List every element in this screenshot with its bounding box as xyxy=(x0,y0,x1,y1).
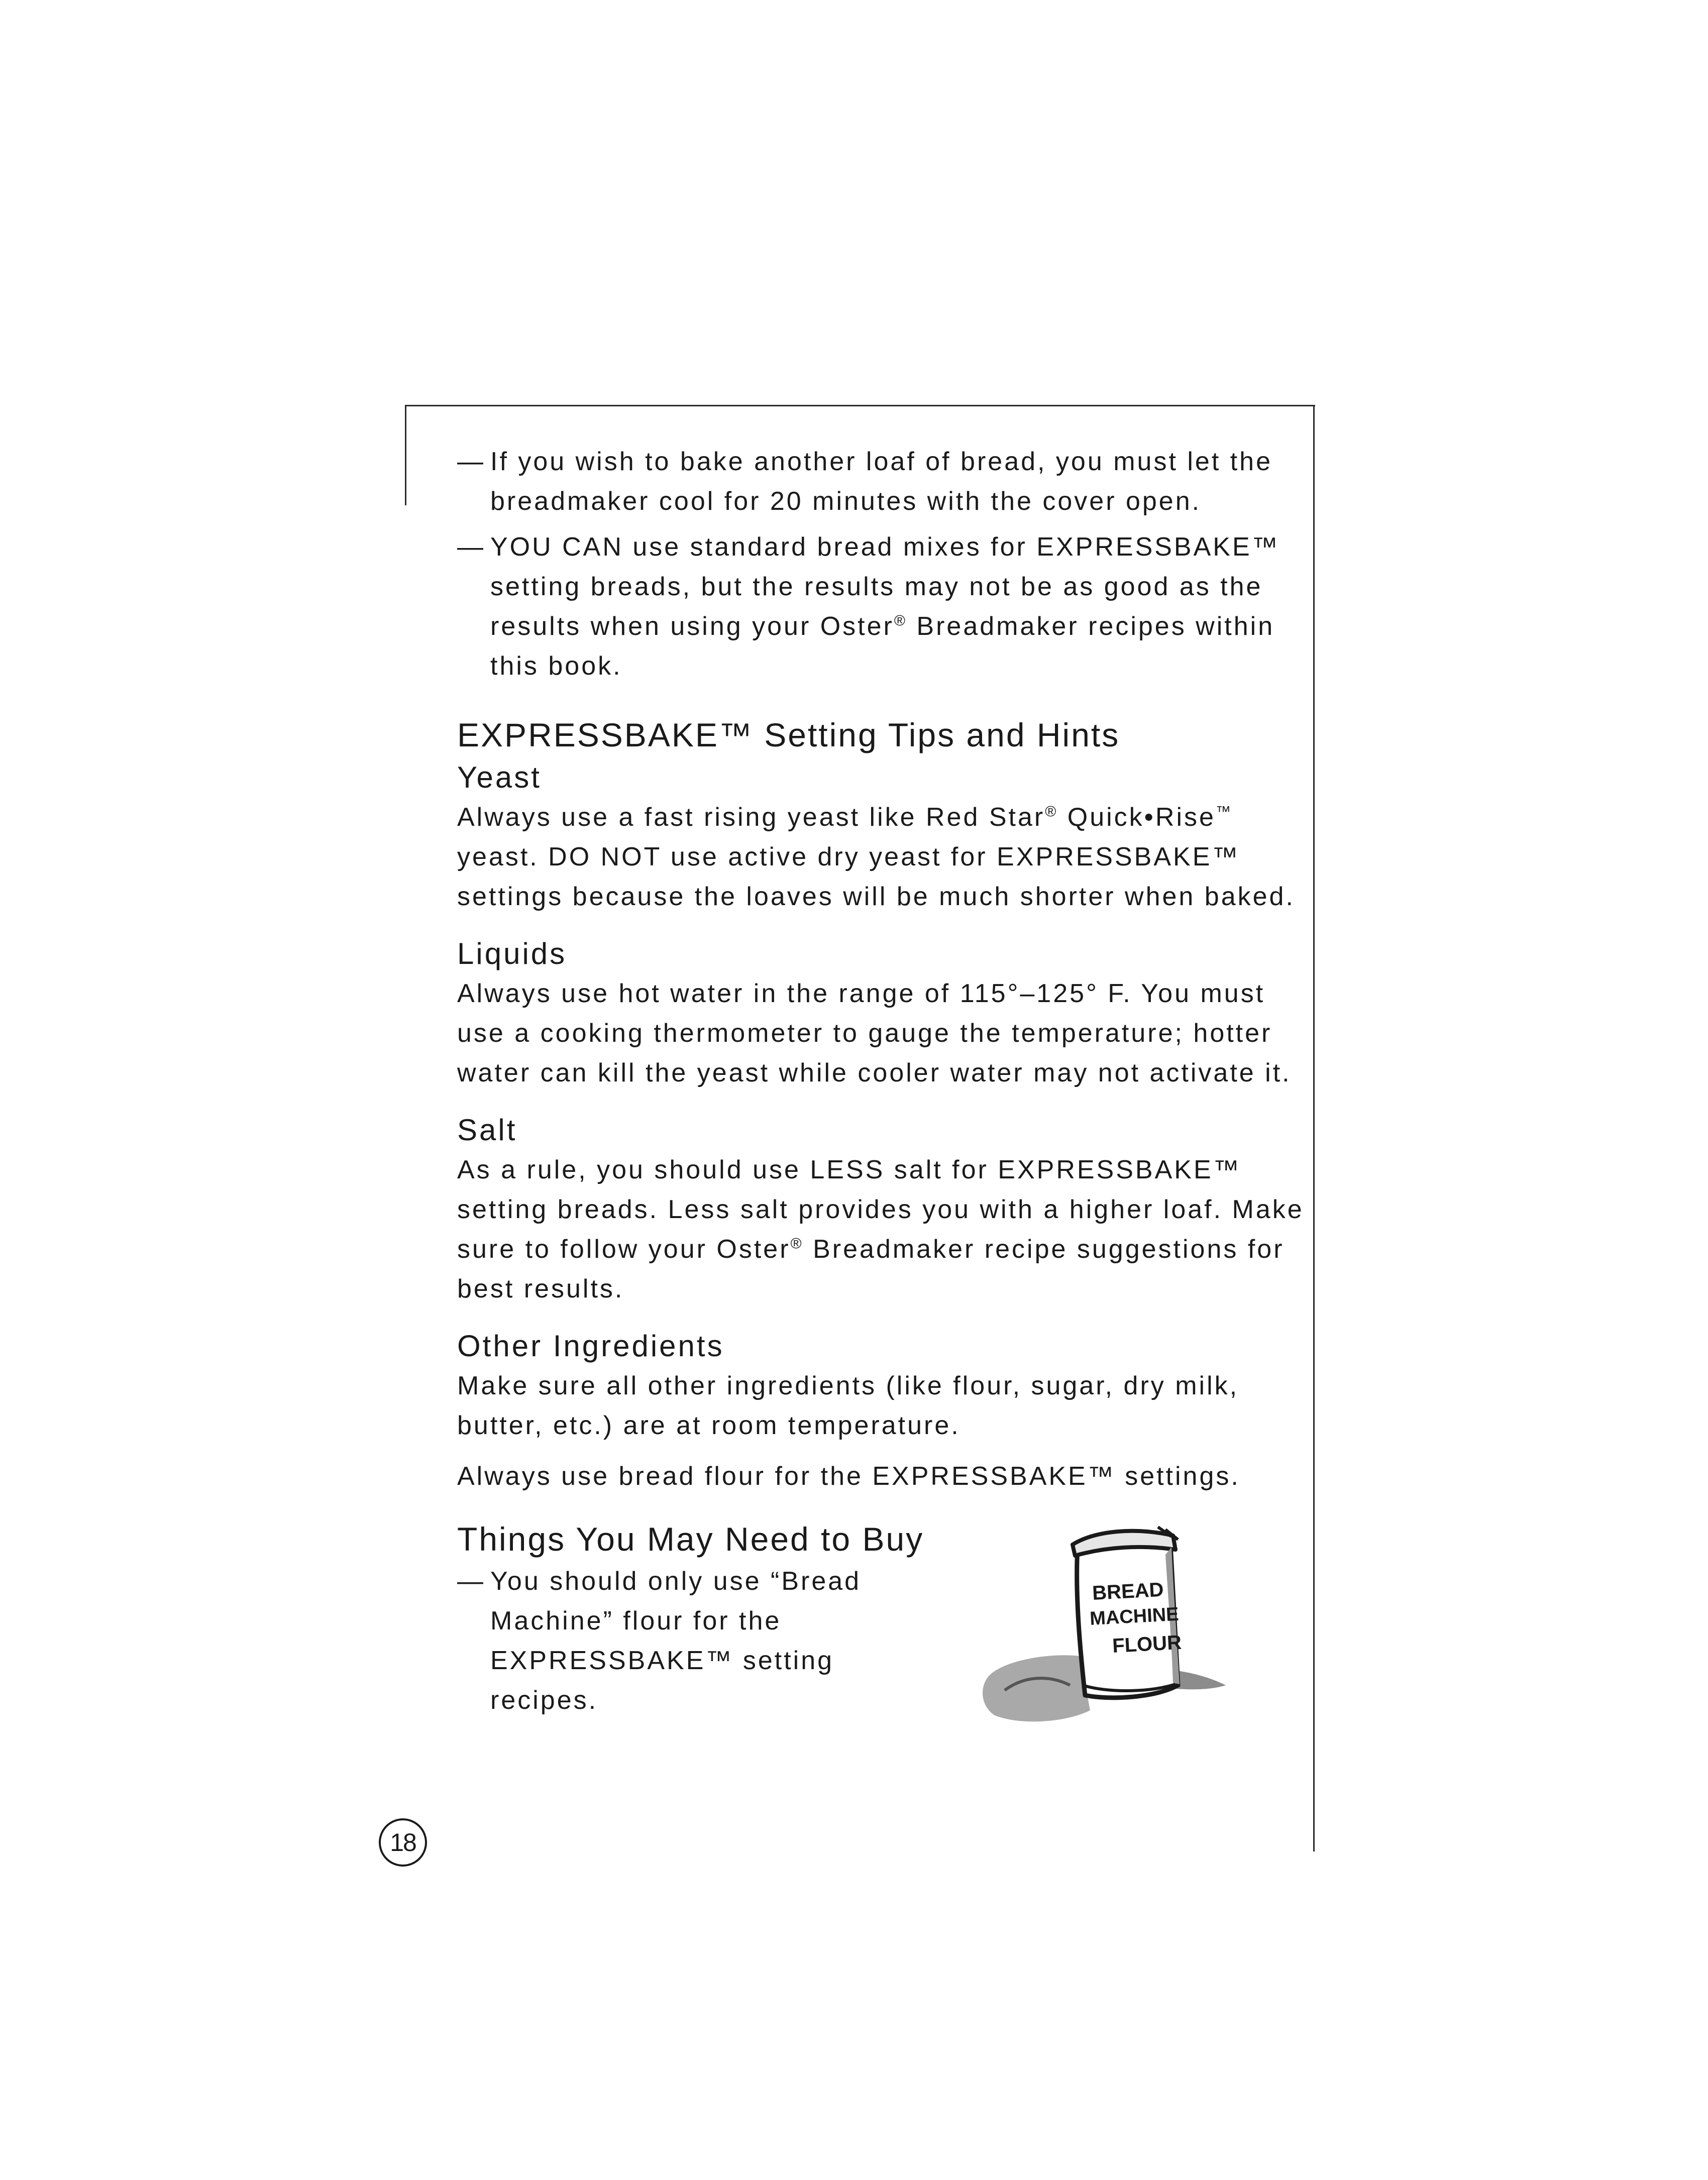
trademark-mark: ™ xyxy=(1215,803,1233,820)
intro-bullet-2-text-b: Breadmaker recipes within this book. xyxy=(490,612,1275,681)
page-number: 18 xyxy=(379,1818,427,1867)
intro-bullet-1-text: If you wish to bake another loaf of bread, you must let the breadmaker cool for 20 minutes with the cover open. xyxy=(490,447,1272,516)
bullet-dash: — xyxy=(457,1567,483,1596)
buy-bullet-text: You should only use “Bread Machine” flour for the EXPRESSBAKE™ setting recipes. xyxy=(490,1567,862,1715)
bag-label-line3: FLOUR xyxy=(1112,1631,1183,1657)
bread-flour-note: Always use bread flour for the EXPRESSBAKE™ settings. xyxy=(457,1462,1240,1491)
other-ingredients-heading: Other Ingredients xyxy=(457,1329,724,1363)
bullet-dash: — xyxy=(457,532,483,562)
yeast-text-b: Quick•Rise xyxy=(1058,803,1216,832)
salt-heading: Salt xyxy=(457,1113,517,1147)
frame-top-rule xyxy=(406,405,1315,406)
bag-label-line2: MACHINE xyxy=(1089,1603,1180,1629)
bag-label-line1: BREAD xyxy=(1092,1578,1164,1604)
yeast-heading: Yeast xyxy=(457,760,542,794)
section-title: EXPRESSBAKE™ Setting Tips and Hints xyxy=(457,716,1120,753)
intro-bullet-2-text-a: YOU CAN use standard bread mixes for EXPRESSBAKE™ setting breads, but the results may not be as good as the results when using your Oster xyxy=(490,532,1280,641)
intro-bullet-2-text xyxy=(490,527,1311,686)
bullet-dash: — xyxy=(457,447,483,476)
intro-bullet-2 xyxy=(457,527,1311,686)
yeast-text xyxy=(457,798,1311,917)
buy-heading: Things You May Need to Buy xyxy=(457,1520,924,1558)
buy-bullet xyxy=(457,1562,949,1720)
frame-left-rule xyxy=(405,405,406,505)
registered-mark: ® xyxy=(1045,803,1058,820)
frame-right-rule xyxy=(1313,405,1315,1851)
salt-text-b: Breadmaker recipe suggestions for best results. xyxy=(457,1235,1285,1303)
bag-shadow-left xyxy=(983,1655,1090,1721)
liquids-text: Always use hot water in the range of 115°–125° F. You must use a cooking thermometer to gauge the temperature; hotter water can kill the yeast while cooler water may not activate it. xyxy=(457,979,1292,1087)
intro-bullet-1 xyxy=(457,442,1311,521)
other-ingredients-text: Make sure all other ingredients (like flour, sugar, dry milk, butter, etc.) are at room temperature. xyxy=(457,1371,1239,1440)
registered-mark: ® xyxy=(790,1235,804,1252)
registered-mark: ® xyxy=(894,612,907,629)
liquids-heading: Liquids xyxy=(457,937,567,970)
yeast-text-c: yeast. DO NOT use active dry yeast for EXPRESSBAKE™ settings because the loaves will be much shorter when baked. xyxy=(457,842,1295,911)
yeast-text-a: Always use a fast rising yeast like Red Star xyxy=(457,803,1045,832)
salt-text-a: As a rule, you should use LESS salt for EXPRESSBAKE™ setting breads. Less salt provides you with a higher loaf. Make sure to follow your Oster xyxy=(457,1155,1304,1264)
salt-text xyxy=(457,1150,1311,1309)
flour-bag-illustration xyxy=(975,1524,1256,1735)
